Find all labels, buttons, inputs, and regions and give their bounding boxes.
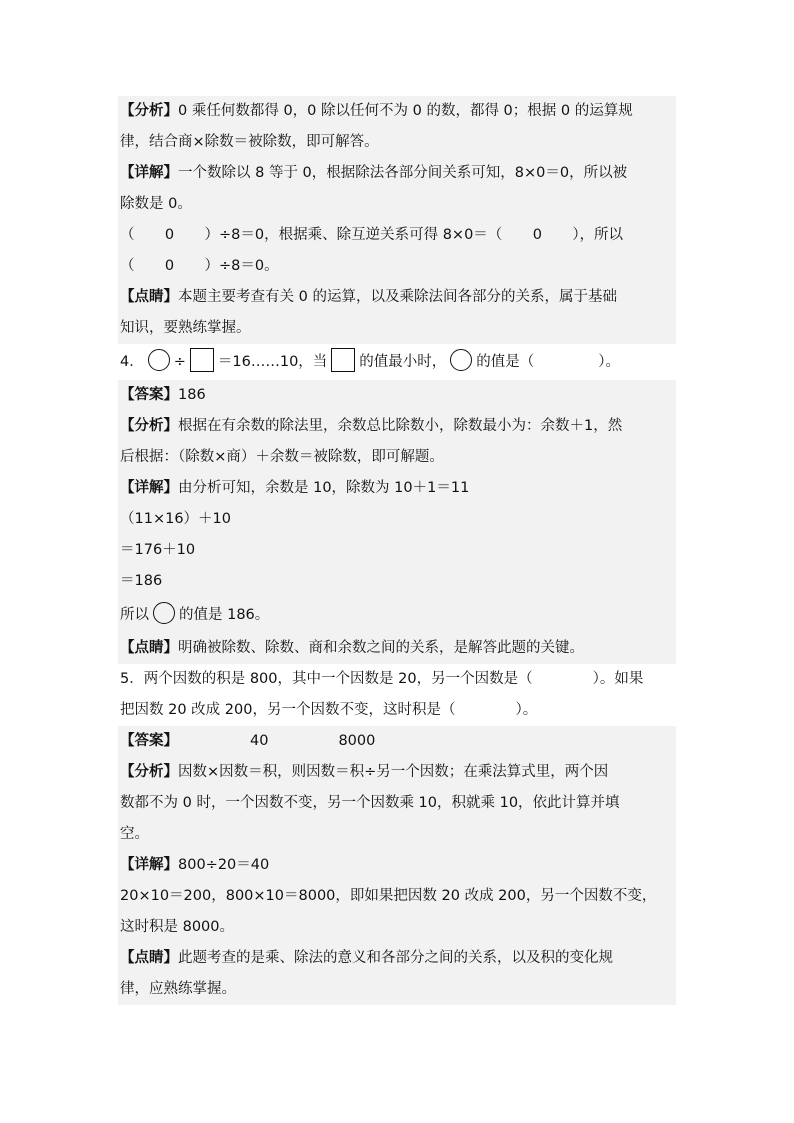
q3-comment-line-2 <box>118 313 676 344</box>
analysis-tag: 【分析】 <box>120 764 178 780</box>
q3-detail-line-3 <box>118 220 676 251</box>
comment-tag: 【点睛】 <box>120 640 178 656</box>
q4-question-mid: ＝16……10，当 <box>217 354 328 370</box>
q5-detail-text-3: 这时积是 8000。 <box>120 919 235 935</box>
circle-shape-icon <box>153 602 175 624</box>
q4-detail-line-4 <box>118 566 676 597</box>
q3-fill-value-1: 0 <box>164 227 175 243</box>
analysis-tag: 【分析】 <box>120 103 178 119</box>
q3-comment-text-2: 知识，要熟练掌握。 <box>120 320 251 336</box>
q5-question-text-2: 把因数 20 改成 200，另一个因数不变，这时积是（ <box>120 702 456 718</box>
q4-comment-text-1: 明确被除数、除数、商和余数之间的关系，是解答此题的关键。 <box>178 640 584 656</box>
q4-detail-text-5b: 的值是 186。 <box>179 607 270 623</box>
q3-analysis-text-2: 律，结合商×除数＝被除数，即可解答。 <box>120 134 379 150</box>
comment-tag: 【点睛】 <box>120 289 178 305</box>
square-shape-icon <box>331 348 355 372</box>
q3-analysis-text-1: 0 乘任何数都得 0，0 除以任何不为 0 的数，都得 0；根据 0 的运算规 <box>178 103 633 119</box>
q5-detail-line-1 <box>118 850 676 881</box>
detail-tag: 【详解】 <box>120 480 178 496</box>
q3-comment-text-1: 本题主要考查有关 0 的运算，以及乘除法间各部分的关系，属于基础 <box>178 289 617 305</box>
q3-detail-text-3: ）÷8＝0，根据乘、除互逆关系可得 8×0＝（ <box>204 227 503 243</box>
q4-analysis-text-1: 根据在有余数的除法里，余数总比除数小，除数最小为：余数＋1，然 <box>178 418 623 434</box>
q4-detail-text-3: ＝176＋10 <box>120 542 196 558</box>
q5-question-line-2 <box>118 695 676 726</box>
q4-detail-line-5 <box>118 597 676 633</box>
q4-detail-line-3 <box>118 535 676 566</box>
q5-question-text-1: 5．两个因数的积是 800，其中一个因数是 20，另一个因数是（ <box>120 671 533 687</box>
q4-comment-line-1 <box>118 633 676 664</box>
q5-analysis-text-2: 数都不为 0 时，一个因数不变，另一个因数乘 10，积就乘 10，依此计算并填 <box>120 795 620 811</box>
q4-detail-text-5a: 所以 <box>120 607 149 623</box>
q4-question-end: 的值是（ <box>476 354 535 370</box>
q5-answer-line <box>118 726 676 757</box>
q5-detail-line-3 <box>118 912 676 943</box>
q3-fill-value-3: 0 <box>164 258 175 274</box>
q4-number: 4． <box>120 354 144 370</box>
q4-question-mid2: 的值最小时， <box>359 354 447 370</box>
q3-detail-line-4 <box>118 251 676 282</box>
q4-analysis-line-1 <box>118 411 676 442</box>
detail-tag: 【详解】 <box>120 857 178 873</box>
q3-detail-text-3-end: ），所以 <box>572 227 624 243</box>
q5-detail-text-1: 800÷20＝40 <box>178 857 270 873</box>
q3-detail-line-2 <box>118 189 676 220</box>
answer-tag: 【答案】 <box>120 733 178 749</box>
q4-detail-text-4: ＝186 <box>120 573 163 589</box>
q3-detail-text-2: 除数是 0。 <box>120 196 192 212</box>
answer-tag: 【答案】 <box>120 387 178 403</box>
q3-detail-line-1 <box>118 158 676 189</box>
q3-paren-open: （ <box>120 227 135 243</box>
q3-comment-line-1 <box>118 282 676 313</box>
q5-detail-text-2: 20×10＝200，800×10＝8000，即如果把因数 20 改成 200，另一个因数不变， <box>120 888 657 904</box>
q3-analysis-line-2 <box>118 127 676 158</box>
q4-analysis-text-2: 后根据：（除数×商）＋余数＝被除数，即可解题。 <box>120 449 444 465</box>
document-page <box>118 96 676 1005</box>
q5-question-text-2b: ）。 <box>515 702 538 718</box>
q5-comment-text-1: 此题考查的是乘、除法的意义和各部分之间的关系，以及积的变化规 <box>178 950 613 966</box>
q5-analysis-line-2 <box>118 788 676 819</box>
q4-detail-line-2 <box>118 504 676 535</box>
q5-comment-text-2: 律，应熟练掌握。 <box>120 981 236 997</box>
square-shape-icon <box>190 348 214 372</box>
q4-divide-sign: ÷ <box>173 354 186 370</box>
circle-shape-icon <box>148 349 170 371</box>
q5-analysis-line-3 <box>118 819 676 850</box>
q4-question-line <box>118 344 676 380</box>
q5-detail-line-2 <box>118 881 676 912</box>
q4-question-close: ）。 <box>598 354 621 370</box>
q3-fill-value-2: 0 <box>532 227 542 243</box>
q5-analysis-line-1 <box>118 757 676 788</box>
q4-detail-text-1: 由分析可知，余数是 10，除数为 10＋1＝11 <box>178 480 470 496</box>
q4-detail-text-2: （11×16）＋10 <box>120 511 232 527</box>
circle-shape-icon <box>450 349 472 371</box>
q5-comment-line-2 <box>118 974 676 1005</box>
detail-tag: 【详解】 <box>120 165 178 181</box>
q5-answer-value-2: 8000 <box>338 733 376 749</box>
q5-question-line-1 <box>118 664 676 695</box>
q4-detail-line-1 <box>118 473 676 504</box>
comment-tag: 【点睛】 <box>120 950 178 966</box>
q5-analysis-text-3: 空。 <box>120 826 149 842</box>
q5-answer-value-1: 40 <box>250 733 269 749</box>
q3-paren-open-2: （ <box>120 258 135 274</box>
q3-detail-text-1: 一个数除以 8 等于 0，根据除法各部分间关系可知，8×0＝0，所以被 <box>178 165 628 181</box>
q4-analysis-line-2 <box>118 442 676 473</box>
q5-comment-line-1 <box>118 943 676 974</box>
analysis-tag: 【分析】 <box>120 418 178 434</box>
q5-analysis-text-1: 因数×因数＝积，则因数＝积÷另一个因数；在乘法算式里，两个因 <box>178 764 609 780</box>
q3-analysis-line-1 <box>118 96 676 127</box>
q4-answer-value: 186 <box>178 387 206 403</box>
q3-detail-text-4: ）÷8＝0。 <box>204 258 279 274</box>
q4-answer-line <box>118 380 676 411</box>
q5-question-text-1b: ）。如果 <box>592 671 644 687</box>
